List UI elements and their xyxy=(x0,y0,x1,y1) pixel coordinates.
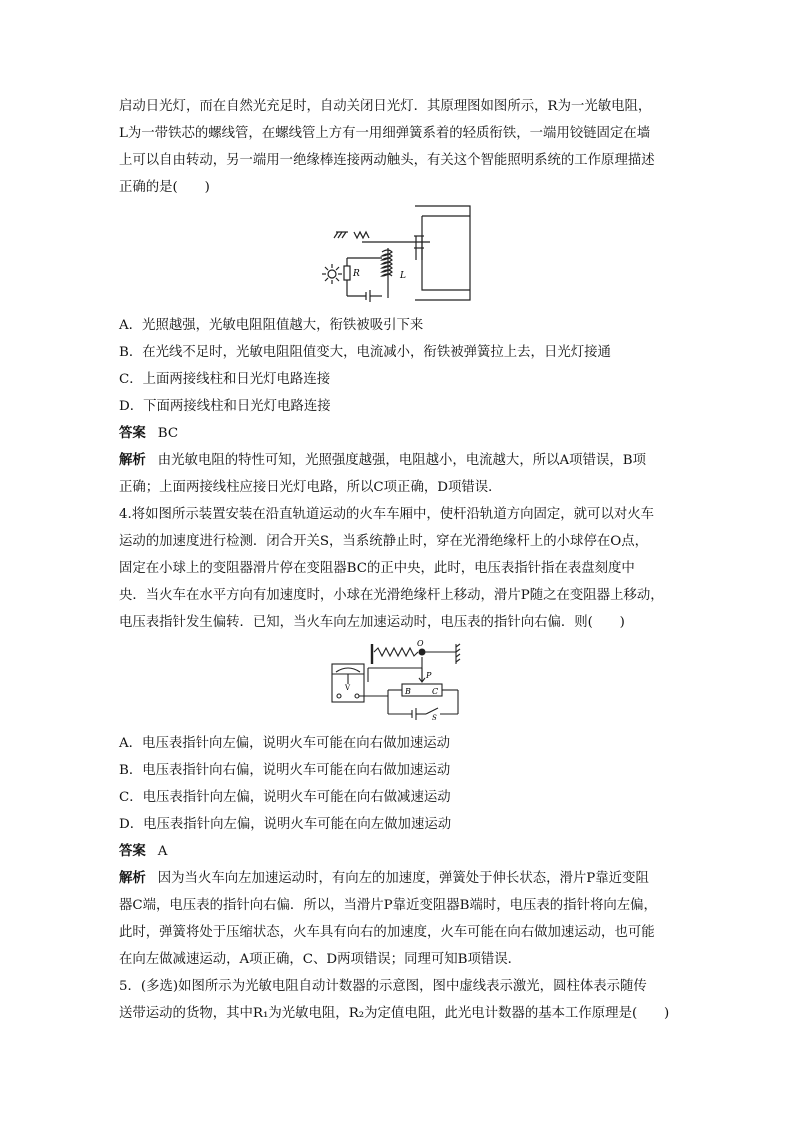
q3-label-L: L xyxy=(400,271,406,281)
q5-stem-line: 5．(多选)如图所示为光敏电阻自动计数器的示意图，图中虚线表示激光，圆柱体表示随传 xyxy=(119,979,647,994)
q5-stem-line: 送带运动的货物，其中R₁为光敏电阻，R₂为定值电阻，此光电计数器的基本工作原理是( ) xyxy=(119,1006,670,1021)
answer-label: 答案 xyxy=(119,844,146,859)
q3-option-b: B．在光线不足时，光敏电阻阻值变大，电流减小，衔铁被弹簧拉上去，日光灯接通 xyxy=(119,345,611,360)
q4-option-c: C．电压表指针向左偏，说明火车可能在向右做减速运动 xyxy=(119,790,451,805)
q4-stem-line: 央．当火车在水平方向有加速度时，小球在光滑绝缘杆上移动，滑片P随之在变阻器上移动， xyxy=(119,588,664,603)
q3-answer xyxy=(119,424,178,444)
q4-stem-line: 固定在小球上的变阻器滑片停在变阻器BC的正中央，此时，电压表指针指在表盘刻度中 xyxy=(119,561,635,576)
q4-answer xyxy=(119,842,167,862)
q4-option-b: B．电压表指针向右偏，说明火车可能在向右做加速运动 xyxy=(119,763,451,778)
q3-stem-line: 启动日光灯，而在自然光充足时，自动关闭日光灯．其原理图如图所示，R为一光敏电阻， xyxy=(119,99,652,114)
q4-label-O: O xyxy=(417,639,424,648)
q4-analysis-line: 器C端，电压表的指针向右偏．所以，当滑片P靠近变阻器B端时，电压表的指针将向左偏， xyxy=(119,898,657,913)
q4-stem-line: 运动的加速度进行检测．闭合开关S，当系统静止时，穿在光滑绝缘杆上的小球停在O点， xyxy=(119,534,648,549)
q3-label-R: R xyxy=(353,269,360,279)
q4-analysis-line: 在向左做减速运动，A项正确，C、D两项错误；同理可知B项错误． xyxy=(119,952,522,967)
q3-analysis xyxy=(119,451,646,471)
q4-label-C: C xyxy=(432,687,439,696)
q3-option-c: C．上面两接线柱和日光灯电路连接 xyxy=(119,372,331,387)
q3-stem-line: 正确的是( ) xyxy=(119,180,210,195)
q4-analysis xyxy=(119,869,649,889)
answer-label: 答案 xyxy=(119,426,146,441)
q4-label-S: S xyxy=(432,714,437,720)
q4-circuit-figure xyxy=(328,638,468,720)
answer-value: A xyxy=(157,844,168,859)
q4-stem-line: 电压表指针发生偏转．已知，当火车向左加速运动时，电压表的指针向右偏．则( ) xyxy=(119,615,625,630)
analysis-label: 解析 xyxy=(119,453,146,468)
q4-option-a: A．电压表指针向左偏，说明火车可能在向右做加速运动 xyxy=(119,736,451,751)
q3-stem-line: 上可以自由转动，另一端用一绝缘棒连接两动触头，有关这个智能照明系统的工作原理描述 xyxy=(119,153,655,168)
q4-label-P: P xyxy=(426,671,432,680)
q3-option-a: A．光照越强，光敏电阻阻值越大，衔铁被吸引下来 xyxy=(119,318,424,333)
q3-circuit-figure xyxy=(318,200,478,308)
q3-stem-line: L为一带铁芯的螺线管，在螺线管上方有一用细弹簧系着的轻质衔铁，一端用铰链固定在墙 xyxy=(119,126,651,141)
analysis-text: 由光敏电阻的特性可知，光照强度越强，电阻越小，电流越大，所以A项错误，B项 xyxy=(157,453,646,468)
q3-analysis-line: 正确；上面两接线柱应接日光灯电路，所以C项正确，D项错误． xyxy=(119,480,502,495)
analysis-label: 解析 xyxy=(119,871,146,886)
q4-label-V: V xyxy=(345,684,351,692)
q4-option-d: D．电压表指针向左偏，说明火车可能在向左做加速运动 xyxy=(119,817,452,832)
analysis-text: 因为当火车向左加速运动时，有向左的加速度，弹簧处于伸长状态，滑片P靠近变阻 xyxy=(157,871,649,886)
q4-label-B: B xyxy=(405,687,411,696)
q4-stem-line: 4.将如图所示装置安装在沿直轨道运动的火车车厢中，使杆沿轨道方向固定，就可以对火车 xyxy=(119,507,655,522)
answer-value: BC xyxy=(157,426,179,441)
q4-analysis-line: 此时，弹簧将处于压缩状态，火车具有向右的加速度，火车可能在向右做加速运动，也可能 xyxy=(119,925,655,940)
q3-option-d: D．下面两接线柱和日光灯电路连接 xyxy=(119,399,331,414)
